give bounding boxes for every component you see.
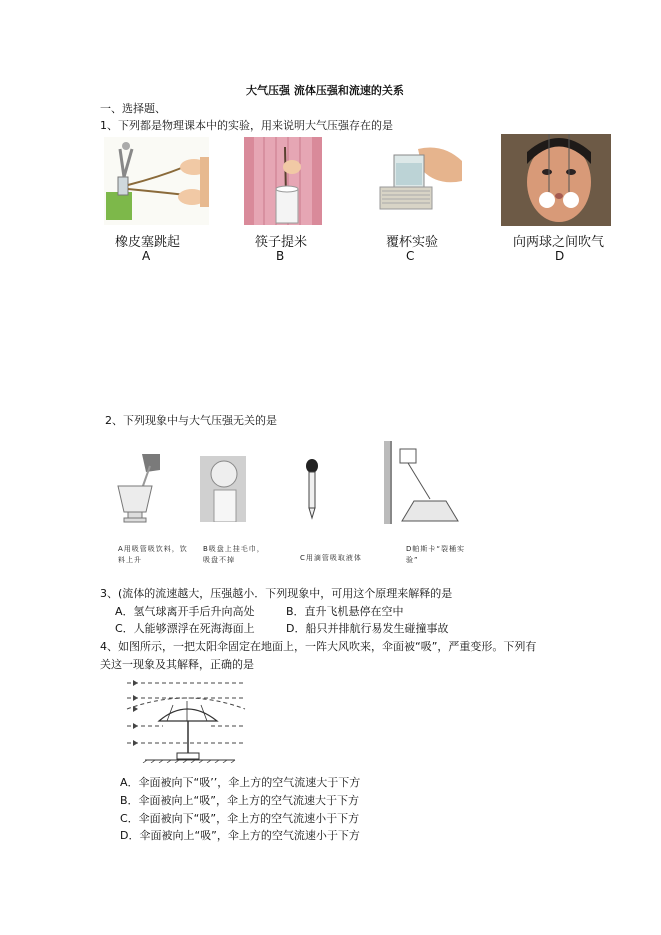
q1-image-a [104,137,209,225]
section-heading: 一、选择题、 [100,102,166,115]
q1-image-c [368,141,462,213]
q2-caption-c: C用滴管吸取液体 [300,554,362,562]
q1-letter-c: C [406,249,415,263]
q2-caption-a: A用吸管吸饮料，饮料上升 [118,545,188,564]
q2-image-a [112,452,164,524]
q1-caption-d: 向两球之间吹气 [513,235,605,250]
q2-caption-b: B吸盘上挂毛巾，吸盘不掉 [203,545,265,564]
q4-option-d: D．伞面被向上“吸”，伞上方的空气流速小于下方 [120,829,360,842]
q3-option-a: A．氢气球离开手后升向高处 [115,605,255,618]
q2-image-d [384,441,462,524]
q1-image-d [501,134,611,226]
umbrella-diagram [125,675,250,763]
q1-image-b [244,137,322,225]
q3-stem: 3、(流体的流速越大，压强越小．下列现象中，可用这个原理来解释的是 [100,587,453,600]
q2-caption-d: D帕斯卡“裂桶实验” [406,545,466,564]
q2-image-b [200,456,246,522]
q4-stem-line1: 4、如图所示，一把太阳伞固定在地面上，一阵大风吹来，伞面被“吸”，严重变形。下列有 [100,640,537,653]
q3-option-c: C．人能够漂浮在死海海面上 [115,622,255,635]
q4-option-c: C．伞面被向下“吸”，伞上方的空气流速小于下方 [120,812,360,825]
q1-letter-a: A [142,249,151,263]
q1-caption-c: 覆杯实验 [386,235,439,250]
q1-stem: 1、下列都是物理课本中的实验，用来说明大气压强存在的是 [100,119,393,132]
q1-letter-b: B [276,249,285,263]
document-title: 大气压强 流体压强和流速的关系 [246,84,404,97]
q1-caption-b: 筷子提米 [255,235,308,250]
q1-letter-d: D [555,249,565,263]
q2-image-c [302,458,322,520]
q3-option-b: B．直升飞机悬停在空中 [286,605,404,618]
q4-stem-line2: 关这一现象及其解释，正确的是 [100,658,254,671]
q2-stem: 2、下列现象中与大气压强无关的是 [105,414,277,427]
q3-option-d: D．船只并排航行易发生碰撞事故 [286,622,449,635]
q4-option-a: A．伞面被向下“吸’’，伞上方的空气流速大于下方 [120,776,361,789]
q4-option-b: B．伞面被向上“吸”，伞上方的空气流速大于下方 [120,794,359,807]
q1-caption-a: 橡皮塞跳起 [115,235,181,250]
